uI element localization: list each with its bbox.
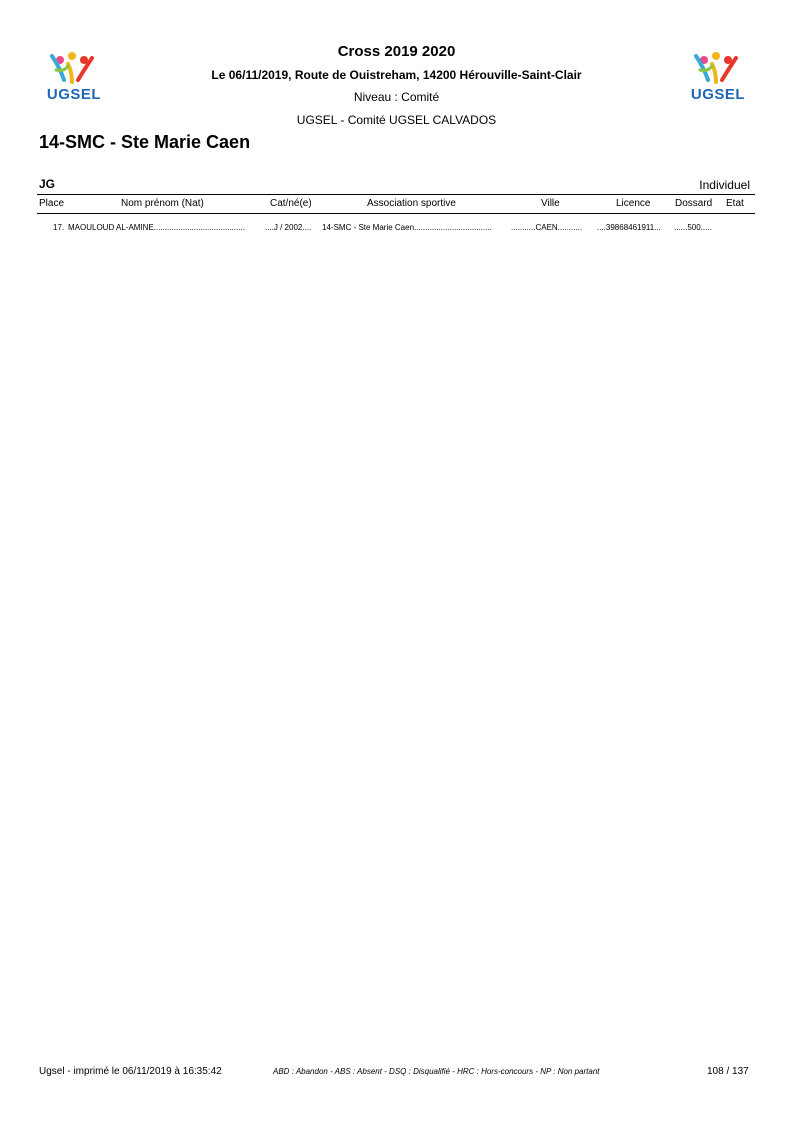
- col-header-cat: Cat/né(e): [270, 198, 312, 209]
- committee-label: UGSEL - Comité UGSEL CALVADOS: [296, 113, 497, 127]
- divider: [37, 194, 755, 195]
- cell-dossard: ......500.....: [674, 223, 712, 232]
- col-header-ville: Ville: [541, 198, 560, 209]
- result-type-label: Individuel: [699, 178, 750, 192]
- logo-text: UGSEL: [690, 86, 746, 103]
- footer-printed: Ugsel - imprimé le 06/11/2019 à 16:35:42: [39, 1066, 222, 1077]
- cell-licence: ....39868461911...: [597, 223, 661, 232]
- category-label: JG: [39, 177, 56, 191]
- col-header-licence: Licence: [616, 198, 651, 209]
- cell-cat: ....J / 2002....: [265, 223, 312, 232]
- col-header-name: Nom prénom (Nat): [121, 198, 204, 209]
- col-header-dossard: Dossard: [675, 198, 713, 209]
- col-header-etat: Etat: [726, 198, 744, 209]
- club-heading: 14-SMC - Ste Marie Caen: [39, 132, 251, 152]
- cell-name: MAOULOUD AL-AMINE.........................................: [68, 223, 245, 232]
- cell-association: 14-SMC - Ste Marie Caen...................................: [322, 223, 492, 232]
- footer-page-number: 108 / 137: [707, 1066, 749, 1077]
- level-label: Niveau : Comité: [353, 90, 440, 104]
- footer-legend: ABD : Abandon - ABS : Absent - DSQ : Disqualifié - HRC : Hors-concours - NP : Non partant: [273, 1067, 600, 1076]
- category-row: [39, 177, 754, 193]
- page-title: Cross 2019 2020: [337, 43, 456, 60]
- cell-ville: ...........CAEN...........: [511, 223, 583, 232]
- divider: [37, 213, 755, 214]
- logo-text: UGSEL: [46, 86, 102, 103]
- col-header-place: Place: [39, 198, 65, 209]
- cell-place: 17.: [53, 223, 65, 232]
- col-header-association: Association sportive: [367, 198, 456, 209]
- event-subtitle: Le 06/11/2019, Route de Ouistreham, 14200 Hérouville-Saint-Clair: [211, 68, 582, 82]
